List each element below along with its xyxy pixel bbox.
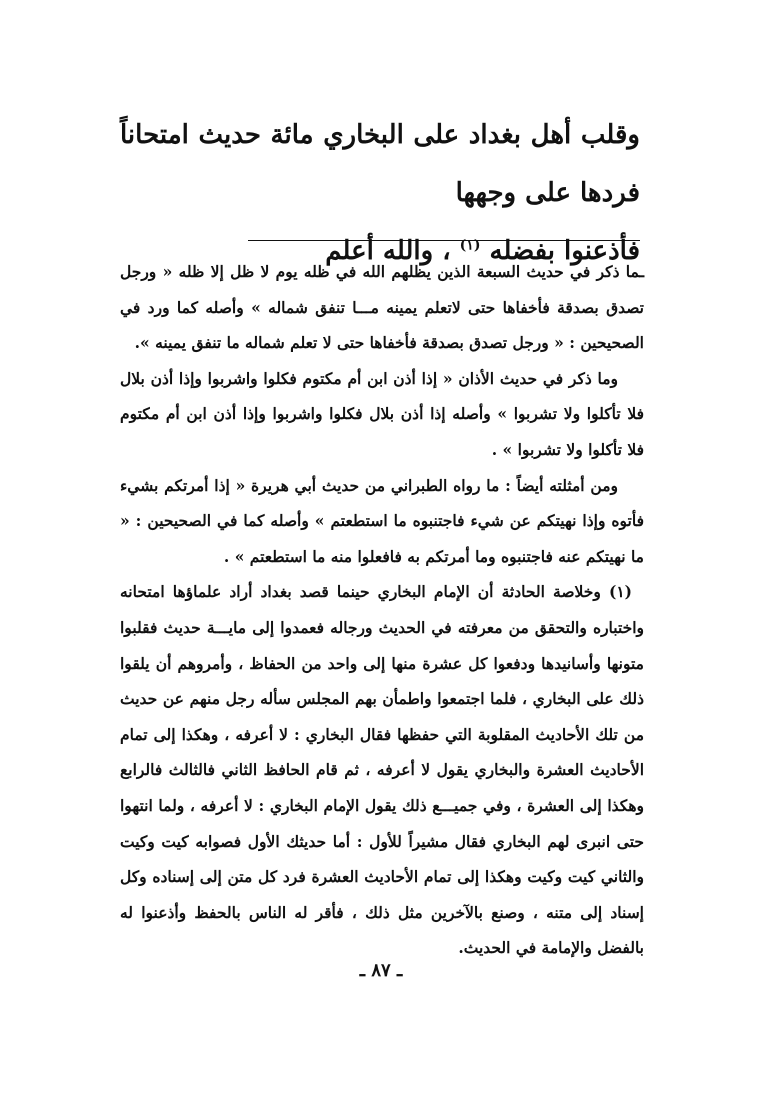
footnote-1: (١) وخلاصة الحادثة أن الإمام البخاري حينما قصد بغداد أراد علماؤها امتحانه واختباره والتحقق من معرفته في الحديث ورجاله فعمدوا إلى مايـــة حديث فقلبوا متونها وأسانيدها ودفعوا كل عشرة منها إلى واحد من الحفاظ ، وأمروهم أن يلقوا ذلك على البخاري ، فلما اجتمعوا واطمأن بهم المجلس سأله رجل منهم عن حديث من تلك الأحاديث المقلوبة التي حفظها فقال البخاري : لا أعرفه ، وهكذا إلى تمام الأحاديث العشرة والبخاري يقول لا أعرفه ، ثم قام الحافظ الثاني فالثالث فالرابع وهكذا إلى العشرة ، وفي جميـــع ذلك يقول الإمام البخاري : لا أعرفه ، ولما انتهوا حتى انبرى لهم البخاري فقال مشيراً للأول : أما حديثك الأول فصوابه كيت وكيت والثاني كيت وكيت وهكذا إلى تمام الأحاديث العشرة فرد كل متن إلى إسناده وكل إسناد إلى متنه ، وصنع بالآخرين مثل ذلك ، فأقر له الناس بالحفظ وأذعنوا له بالفضل والإمامة في الحديث. <box>120 582 644 958</box>
footnotes-section <box>120 254 644 966</box>
footnote-divider <box>248 240 640 241</box>
footnote-paragraph-examples: ومن أمثلته أيضاً : ما رواه الطبراني من حديث أبي هريرة « إذا أمرتكم بشيء فأتوه وإذا نهيتكم عن شيء فاجتنبوه ما استطعتم » وأصله كما في الصحيحين : « ما نهيتكم عنه فاجتنبوه وما أمرتكم به فافعلوا منه ما استطعتم » . <box>120 475 644 566</box>
footnote-paragraph-azan: وما ذكر في حديث الأذان « إذا أذن ابن أم مكتوم فكلوا واشربوا وإذا أذن بلال فلا تأكلوا ولا تشربوا » وأصله إذا أذن بلال فكلوا واشربوا وإذا أذن ابن أم مكتوم فلا تأكلوا ولا تشربوا » . <box>120 368 644 459</box>
page-number: ـ ٨٧ ـ <box>359 960 403 981</box>
footnote-reference: (١) <box>459 237 481 254</box>
main-text-line-2-start: فأذعنوا بفضله <box>489 236 640 266</box>
main-text-line-1: وقلب أهل بغداد على البخاري مائة حديث امتحاناً فردها على وجهها <box>120 120 640 208</box>
footnote-continuation: ـما ذكر في حديث السبعة الذين يظلهم الله في ظله يوم لا ظل إلا ظله « ورجل تصدق بصدقة فأخفاها حتى لاتعلم يمينه مـــا تنفق شماله » وأصله كما ورد في الصحيحين : « ورجل تصدق بصدقة فأخفاها حتى لا تعلم شماله ما تنفق يمينه ». <box>120 262 644 353</box>
main-text-line-2-end: ، والله أعلم <box>325 236 451 266</box>
